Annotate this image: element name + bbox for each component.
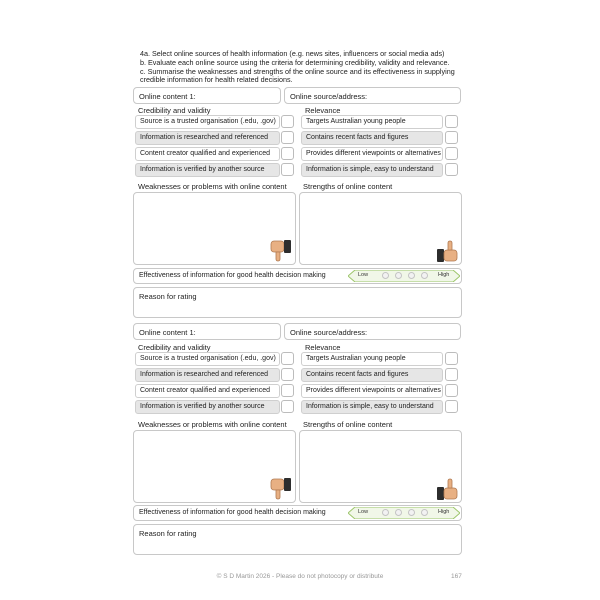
relevance-item: Targets Australian young people	[301, 352, 443, 366]
thumbs-down-icon	[270, 478, 292, 500]
online-content-label: Online content 1:	[139, 92, 196, 101]
effectiveness-row	[133, 268, 462, 284]
credibility-item: Information is researched and referenced	[135, 131, 280, 145]
instruction-line: 4a. Select online sources of health information (e.g. news sites, influencers or social media ads)	[140, 49, 445, 58]
effectiveness-scale[interactable]	[348, 507, 460, 519]
copyright-footer: © S D Martin 2026 - Please do not photocopy or distribute	[216, 573, 384, 580]
credibility-checkbox[interactable]	[281, 384, 294, 397]
relevance-checkbox[interactable]	[445, 368, 458, 381]
credibility-item: Information is verified by another source	[135, 400, 280, 414]
relevance-item: Information is simple, easy to understand	[301, 163, 443, 177]
reason-label: Reason for rating	[139, 292, 197, 301]
relevance-heading: Relevance	[305, 106, 341, 115]
instruction-line: b. Evaluate each online source using the criteria for determining credibility, validity and relevance.	[140, 57, 450, 67]
rating-option[interactable]	[382, 509, 389, 516]
weaknesses-label: Weaknesses or problems with online content	[138, 420, 287, 429]
strengths-label: Strengths of online content	[303, 182, 393, 191]
thumbs-up-icon	[436, 478, 458, 500]
relevance-checkbox[interactable]	[445, 352, 458, 365]
relevance-item: Information is simple, easy to understand	[301, 400, 443, 414]
reason-textarea[interactable]	[133, 287, 462, 318]
weaknesses-textarea[interactable]	[133, 430, 296, 503]
relevance-item: Contains recent facts and figures	[301, 368, 443, 382]
relevance-heading: Relevance	[305, 343, 341, 352]
credibility-checkbox[interactable]	[281, 115, 294, 128]
relevance-checkbox[interactable]	[445, 115, 458, 128]
relevance-checkbox[interactable]	[445, 384, 458, 397]
scale-high-label: High	[438, 272, 450, 278]
relevance-item: Targets Australian young people	[301, 115, 443, 129]
relevance-checkbox[interactable]	[445, 163, 458, 176]
credibility-checkbox[interactable]	[281, 400, 294, 413]
credibility-checkbox[interactable]	[281, 147, 294, 160]
scale-low-label: Low	[358, 509, 369, 515]
online-source-label: Online source/address:	[290, 328, 368, 337]
instruction-line: credible information for health related decisions.	[140, 75, 293, 85]
relevance-item: Contains recent facts and figures	[301, 131, 443, 145]
strengths-label: Strengths of online content	[303, 420, 393, 429]
scale-low-label: Low	[358, 272, 369, 278]
instructions	[140, 50, 470, 85]
credibility-heading: Credibility and validity	[138, 106, 211, 115]
reason-textarea[interactable]	[133, 524, 462, 555]
weaknesses-label: Weaknesses or problems with online content	[138, 182, 287, 191]
online-source-field[interactable]	[284, 87, 461, 104]
rating-option[interactable]	[395, 509, 402, 516]
credibility-checkbox[interactable]	[281, 163, 294, 176]
online-content-field[interactable]	[133, 87, 281, 104]
relevance-item: Provides different viewpoints or alternatives	[301, 147, 443, 161]
credibility-heading: Credibility and validity	[138, 343, 211, 352]
relevance-checkbox[interactable]	[445, 147, 458, 160]
credibility-item: Source is a trusted organisation (.edu, .gov)	[135, 352, 280, 366]
reason-label: Reason for rating	[139, 529, 197, 538]
thumbs-down-icon	[270, 240, 292, 262]
rating-option[interactable]	[408, 272, 415, 279]
effectiveness-scale[interactable]	[348, 270, 460, 282]
credibility-item: Content creator qualified and experienced	[135, 384, 280, 398]
credibility-checkbox[interactable]	[281, 131, 294, 144]
strengths-textarea[interactable]	[299, 192, 462, 265]
credibility-checkbox[interactable]	[281, 352, 294, 365]
scale-high-label: High	[438, 509, 450, 515]
effectiveness-row	[133, 505, 462, 521]
weaknesses-textarea[interactable]	[133, 192, 296, 265]
effectiveness-label: Effectiveness of information for good health decision making	[139, 272, 326, 279]
effectiveness-label: Effectiveness of information for good health decision making	[139, 509, 326, 516]
rating-option[interactable]	[421, 509, 428, 516]
relevance-checkbox[interactable]	[445, 400, 458, 413]
instruction-line: c. Summarise the weaknesses and strengths of the online source and its effectiveness in supplying	[140, 66, 455, 76]
credibility-item: Information is researched and referenced	[135, 368, 280, 382]
rating-option[interactable]	[395, 272, 402, 279]
online-content-field[interactable]	[133, 323, 281, 340]
strengths-textarea[interactable]	[299, 430, 462, 503]
online-source-label: Online source/address:	[290, 92, 368, 101]
rating-option[interactable]	[382, 272, 389, 279]
credibility-item: Source is a trusted organisation (.edu, .gov)	[135, 115, 280, 129]
credibility-item: Information is verified by another source	[135, 163, 280, 177]
rating-option[interactable]	[408, 509, 415, 516]
credibility-item: Content creator qualified and experienced	[135, 147, 280, 161]
rating-option[interactable]	[421, 272, 428, 279]
credibility-checkbox[interactable]	[281, 368, 294, 381]
relevance-item: Provides different viewpoints or alternatives	[301, 384, 443, 398]
online-source-field[interactable]	[284, 323, 461, 340]
thumbs-up-icon	[436, 240, 458, 262]
relevance-checkbox[interactable]	[445, 131, 458, 144]
online-content-label: Online content 1:	[139, 328, 196, 337]
page-number: 167	[451, 573, 462, 580]
